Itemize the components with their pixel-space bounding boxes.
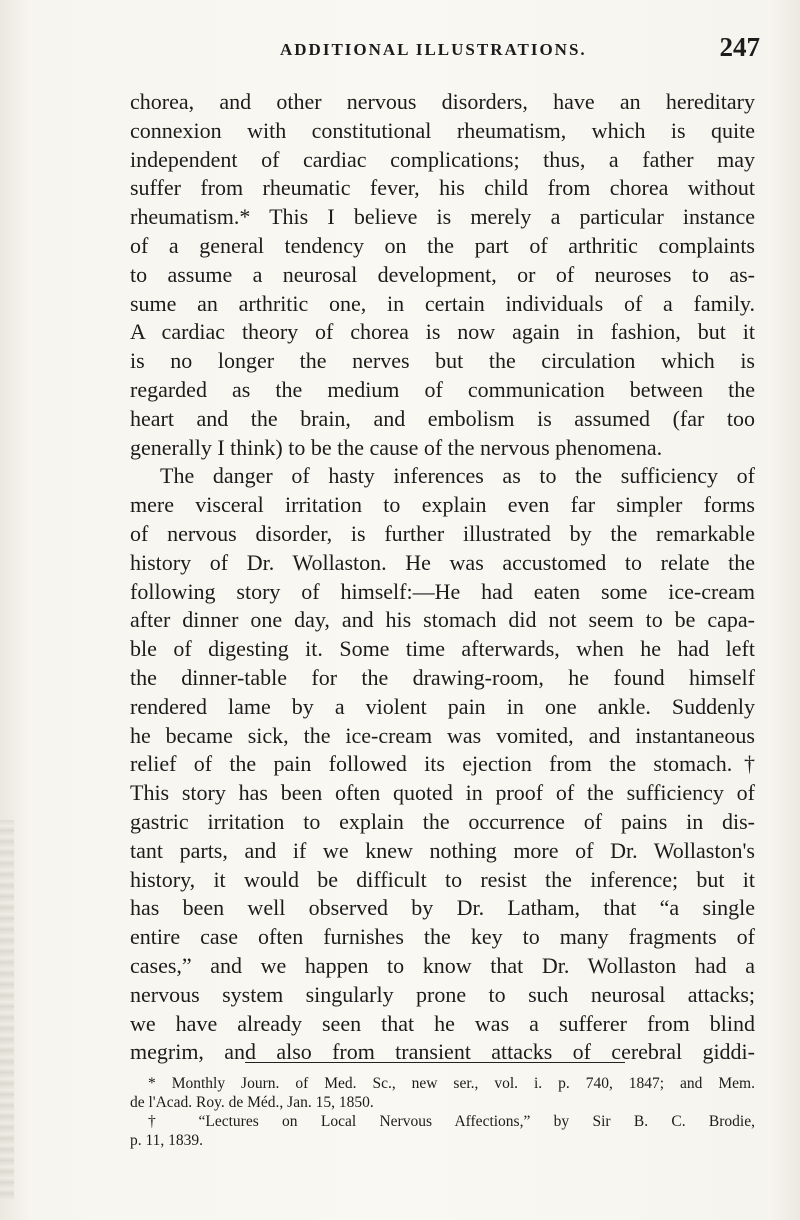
paragraph-start-line: The danger of hasty inferences as to the sufficiency of <box>160 463 755 489</box>
footnotes <box>130 1074 755 1150</box>
footnote-line: † “Lectures on Local Nervous Affections,” by Sir B. C. Brodie, <box>148 1113 755 1130</box>
text-line: of a general tendency on the part of arthritic complaints <box>130 232 755 258</box>
text-line: rheumatism.* This I believe is merely a particular instance <box>130 204 755 230</box>
text-line: A cardiac theory of chorea is now again in fashion, but it <box>130 319 755 345</box>
text-line: after dinner one day, and his stomach did not seem to be capa- <box>130 607 755 633</box>
text-line: gastric irritation to explain the occurrence of pains in dis- <box>130 808 755 834</box>
text-line: ble of digesting it. Some time afterwards, when he had left <box>130 636 755 662</box>
text-line: history of Dr. Wollaston. He was accustomed to relate the <box>130 549 755 575</box>
torn-page-edge <box>0 820 14 1200</box>
running-head: ADDITIONAL ILLUSTRATIONS. <box>280 40 587 59</box>
text-line: chorea, and other nervous disorders, have an hereditary <box>130 89 755 114</box>
text-line: mere visceral irritation to explain even far simpler forms <box>130 492 755 518</box>
text-line: history, it would be difficult to resist the inference; but it <box>130 866 755 892</box>
text-line: generally I think) to be the cause of the nervous phenomena. <box>130 434 663 460</box>
text-line: This story has been often quoted in proof of the sufficiency of <box>130 780 755 806</box>
footnote-line: de l'Acad. Roy. de Méd., Jan. 15, 1850. <box>130 1094 374 1111</box>
text-line: connexion with constitutional rheumatism, which is quite <box>130 117 755 143</box>
text-line: following story of himself:—He had eaten some ice-cream <box>130 578 755 604</box>
text-line: heart and the brain, and embolism is assumed (far too <box>130 405 755 431</box>
text-line: we have already seen that he was a sufferer from blind <box>130 1010 755 1036</box>
text-line: megrim, and also from transient attacks of cerebral giddi- <box>130 1039 755 1065</box>
text-line: of nervous disorder, is further illustrated by the remarkable <box>130 520 755 546</box>
text-line: nervous system singularly prone to such neurosal attacks; <box>130 981 755 1007</box>
text-line: suffer from rheumatic fever, his child from chorea without <box>130 175 755 201</box>
text-line: the dinner-table for the drawing-room, he found himself <box>130 664 755 690</box>
text-line: has been well observed by Dr. Latham, that “a single <box>130 895 755 921</box>
main-text <box>130 88 755 1067</box>
footnote-rule <box>245 1062 625 1063</box>
text-line: regarded as the medium of communication between the <box>130 376 755 402</box>
text-line: independent of cardiac complications; thus, a father may <box>130 146 755 172</box>
text-line: tant parts, and if we knew nothing more of Dr. Wollaston's <box>130 837 755 863</box>
page-number: 247 <box>719 32 760 62</box>
page-header <box>130 32 760 70</box>
footnote-line: * Monthly Journ. of Med. Sc., new ser., vol. i. p. 740, 1847; and Mem. <box>148 1075 755 1092</box>
footnote-line: p. 11, 1839. <box>130 1132 204 1149</box>
text-line: relief of the pain followed its ejection from the stomach.† <box>130 751 755 777</box>
text-line: he became sick, the ice-cream was vomited, and instantaneous <box>130 722 755 748</box>
text-line: sume an arthritic one, in certain individuals of a family. <box>130 290 755 316</box>
text-line: to assume a neurosal development, or of neuroses to as- <box>130 261 755 287</box>
text-line: cases,” and we happen to know that Dr. Wollaston had a <box>130 952 755 978</box>
text-line: entire case often furnishes the key to many fragments of <box>130 924 755 950</box>
text-line: rendered lame by a violent pain in one ankle. Suddenly <box>130 693 755 719</box>
text-line: is no longer the nerves but the circulation which is <box>130 348 755 374</box>
